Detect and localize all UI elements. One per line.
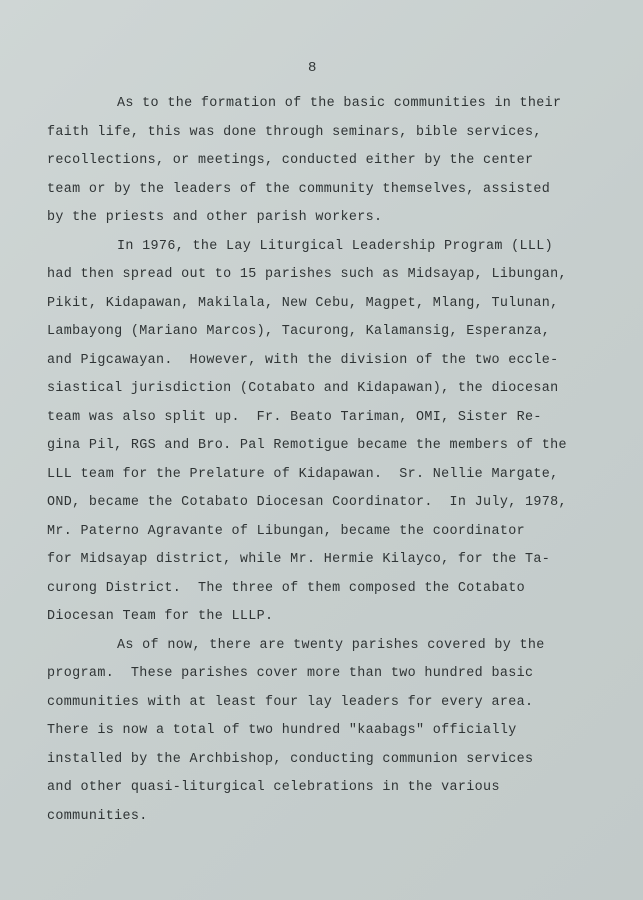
- text-line: communities with at least four lay leaders for every area.: [47, 694, 534, 710]
- body-text: [47, 90, 607, 831]
- text-line: team or by the leaders of the community themselves, assisted: [47, 181, 551, 197]
- text-line: communities.: [47, 808, 148, 824]
- text-line: curong District. The three of them composed the Cotabato: [47, 580, 525, 596]
- text-line: for Midsayap district, while Mr. Hermie Kilayco, for the Ta-: [47, 552, 551, 567]
- text-line: and Pigcawayan. However, with the division of the two eccle-: [47, 352, 559, 368]
- text-line: and other quasi-liturgical celebrations in the various: [47, 780, 500, 795]
- text-line: In 1976, the Lay Liturgical Leadership Program (LLL): [117, 238, 554, 254]
- text-line: had then spread out to 15 parishes such as Midsayap, Libungan,: [47, 267, 567, 282]
- text-line: Mr. Paterno Agravante of Libungan, became the coordinator: [47, 523, 525, 539]
- text-line: faith life, this was done through seminars, bible services,: [47, 124, 542, 140]
- text-line: Lambayong (Mariano Marcos), Tacurong, Kalamansig, Esperanza,: [47, 324, 551, 339]
- text-line: siastical jurisdiction (Cotabato and Kidapawan), the diocesan: [47, 381, 559, 396]
- text-line: program. These parishes cover more than two hundred basic: [47, 666, 534, 681]
- text-line: As to the formation of the basic communities in their: [117, 96, 562, 111]
- text-line: Diocesan Team for the LLLP.: [47, 609, 274, 624]
- text-line: LLL team for the Prelature of Kidapawan. Sr. Nellie Margate,: [47, 466, 559, 482]
- text-line: installed by the Archbishop, conducting communion services: [47, 751, 534, 767]
- text-line: gina Pil, RGS and Bro. Pal Remotigue became the members of the: [47, 438, 567, 453]
- text-line: recollections, or meetings, conducted either by the center: [47, 153, 534, 168]
- text-line: by the priests and other parish workers.: [47, 210, 383, 225]
- text-line: team was also split up. Fr. Beato Tariman, OMI, Sister Re-: [47, 409, 542, 425]
- page-number: 8: [308, 60, 317, 76]
- text-line: OND, became the Cotabato Diocesan Coordinator. In July, 1978,: [47, 495, 567, 510]
- text-line: There is now a total of two hundred "kaabags" officially: [47, 723, 517, 738]
- text-line: As of now, there are twenty parishes covered by the: [117, 637, 545, 653]
- text-line: Pikit, Kidapawan, Makilala, New Cebu, Magpet, Mlang, Tulunan,: [47, 295, 559, 311]
